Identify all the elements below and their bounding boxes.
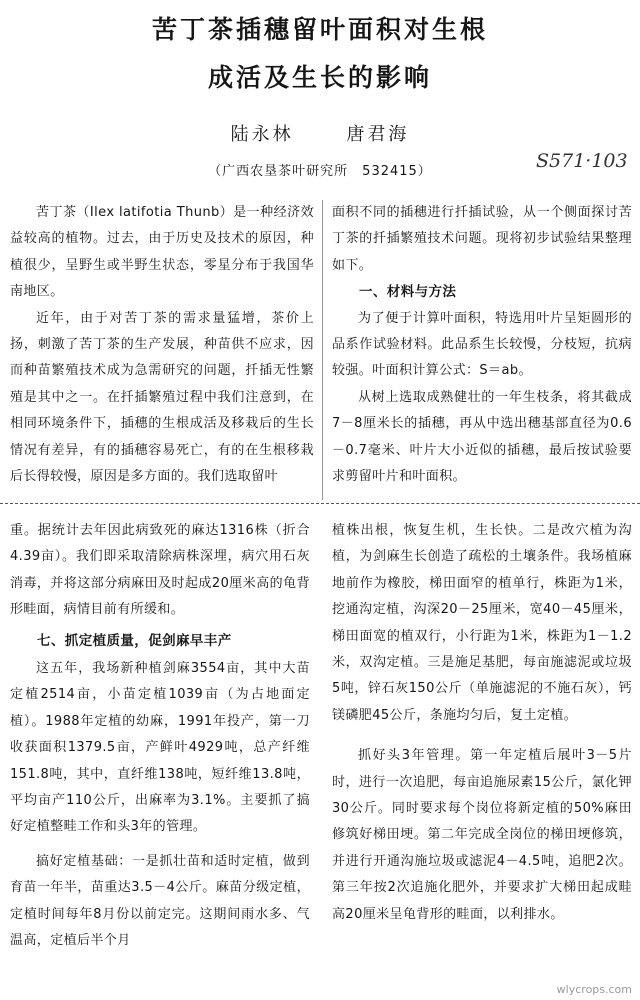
body-paragraph: 近年，由于对苦丁茶的需求量猛增，茶价上扬，刺激了苦丁茶的生产发展，种苗供不应求，因而种苗繁殖技术成为急需研究的问题，扦插无性繁殖是其中之一。在扦插繁殖过程中我们注意到，在相同环境条件下，插穗的生根成活及移栽后的生长情况有差异，有的插穗容易死亡，有的在生根移栽后长得较慢，原因是多方面的。我们选取留叶 — [10, 310, 314, 485]
upper-right-column — [332, 200, 632, 490]
body-paragraph: 苦丁茶（Ilex latifotia Thunb）是一种经济效益较高的植物。过去，由于历史及技术的原因，种植很少，呈野生或半野生状态，零星分布于我国华南地区。 — [10, 205, 314, 300]
body-paragraph: 面积不同的插穗进行扦插试验，从一个侧面探讨苦丁茶的扦插繁殖技术问题。现将初步试验结果整理如下。 — [332, 205, 632, 273]
affiliation: （广西农垦茶叶研究所 532415） — [208, 164, 432, 179]
upper-left-column — [10, 200, 314, 490]
authors — [0, 120, 640, 146]
column-divider — [322, 200, 323, 500]
section-heading: 一、材料与方法 — [359, 284, 457, 301]
site-watermark: wlycrops.com — [556, 983, 632, 996]
body-paragraph: 抓好头3年管理。第一年定植后展叶3－5片时，进行一次追肥，每亩追施尿素15公斤，氯化钾30公斤。同时要求每个岗位将新定植的50%麻田修筑好梯田埂。第二年完成全岗位的梯田埂修筑，并进行开通沟施垃圾或滤泥4－4.5吨，追肥2次。第三年按2次追施化肥外，并要求扩大梯田起成畦高20厘米呈龟背形的畦面，以利排水。 — [332, 748, 632, 922]
body-paragraph: 这五年，我场新种植剑麻3554亩，其中大苗定植2514亩，小苗定植1039亩（为占地面定植）。1988年定植的幼麻，1991年投产，第一刀收获面积1379.5亩，产鲜叶4929吨，总产纤维151.8吨，其中，直纤维138吨，短纤维13.8吨，平均亩产110公斤，出麻率为3.1%。主要抓了搞好定植整畦工作和头3年的管理。 — [10, 661, 310, 835]
author-name: 唐君海 — [346, 124, 410, 145]
body-paragraph: 为了便于计算叶面积，特选用叶片呈矩圆形的品系作试验材料。此品系生长较慢，分枝短，抗病较强。叶面积计算公式：S＝ab。 — [332, 310, 632, 379]
body-paragraph: 植株出根，恢复生机，生长快。二是改穴植为沟植，为剑麻生长创造了疏松的土壤条件。我场植麻地前作为橡胶，梯田面窄的植单行，株距为1米，挖通沟定植，沟深20－25厘米，宽40－45厘米，梯田面宽的植双行，小行距为1米，株距为1－1.2米，双沟定植。三是施足基肥，每亩施滤泥或垃圾5吨，锌石灰150公斤（单施滤泥的不施石灰），钙镁磷肥45公斤，条施均匀后，复土定植。 — [332, 523, 632, 723]
cut-line-divider — [0, 503, 640, 504]
author-name: 陆永林 — [230, 124, 294, 145]
body-paragraph: 重。据统计去年因此病致死的麻达1316株（折合4.39亩）。我们即采取清除病株深埋，病穴用石灰消毒，并将这部分病麻田及时起成20厘米高的龟背形畦面，病情目前有所缓和。 — [10, 523, 310, 618]
paper-title-line-2: 成活及生长的影响 — [207, 63, 432, 92]
handwritten-classification-note: S571·103 — [536, 150, 628, 172]
lower-left-column — [10, 518, 310, 955]
lower-right-column — [332, 518, 632, 928]
body-paragraph: 从树上选取成熟健壮的一年生枝条，将其截成7－8厘米长的插穗，再从中选出穗基部直径为0.6－0.7毫米、叶片大小近似的插穗，最后按试验要求剪留叶片和叶面积。 — [332, 389, 632, 485]
body-paragraph: 搞好定植基础：一是抓壮苗和适时定植，做到育苗一年半，苗重达3.5－4公斤。麻苗分级定植，定植时间每年8月份以前定完。这期间雨水多、气温高，定植后半个月 — [10, 853, 310, 949]
paper-title-line-1: 苦丁茶插穗留叶面积对生根 — [151, 15, 488, 44]
section-heading: 七、抓定植质量，促剑麻早丰产 — [37, 632, 232, 649]
